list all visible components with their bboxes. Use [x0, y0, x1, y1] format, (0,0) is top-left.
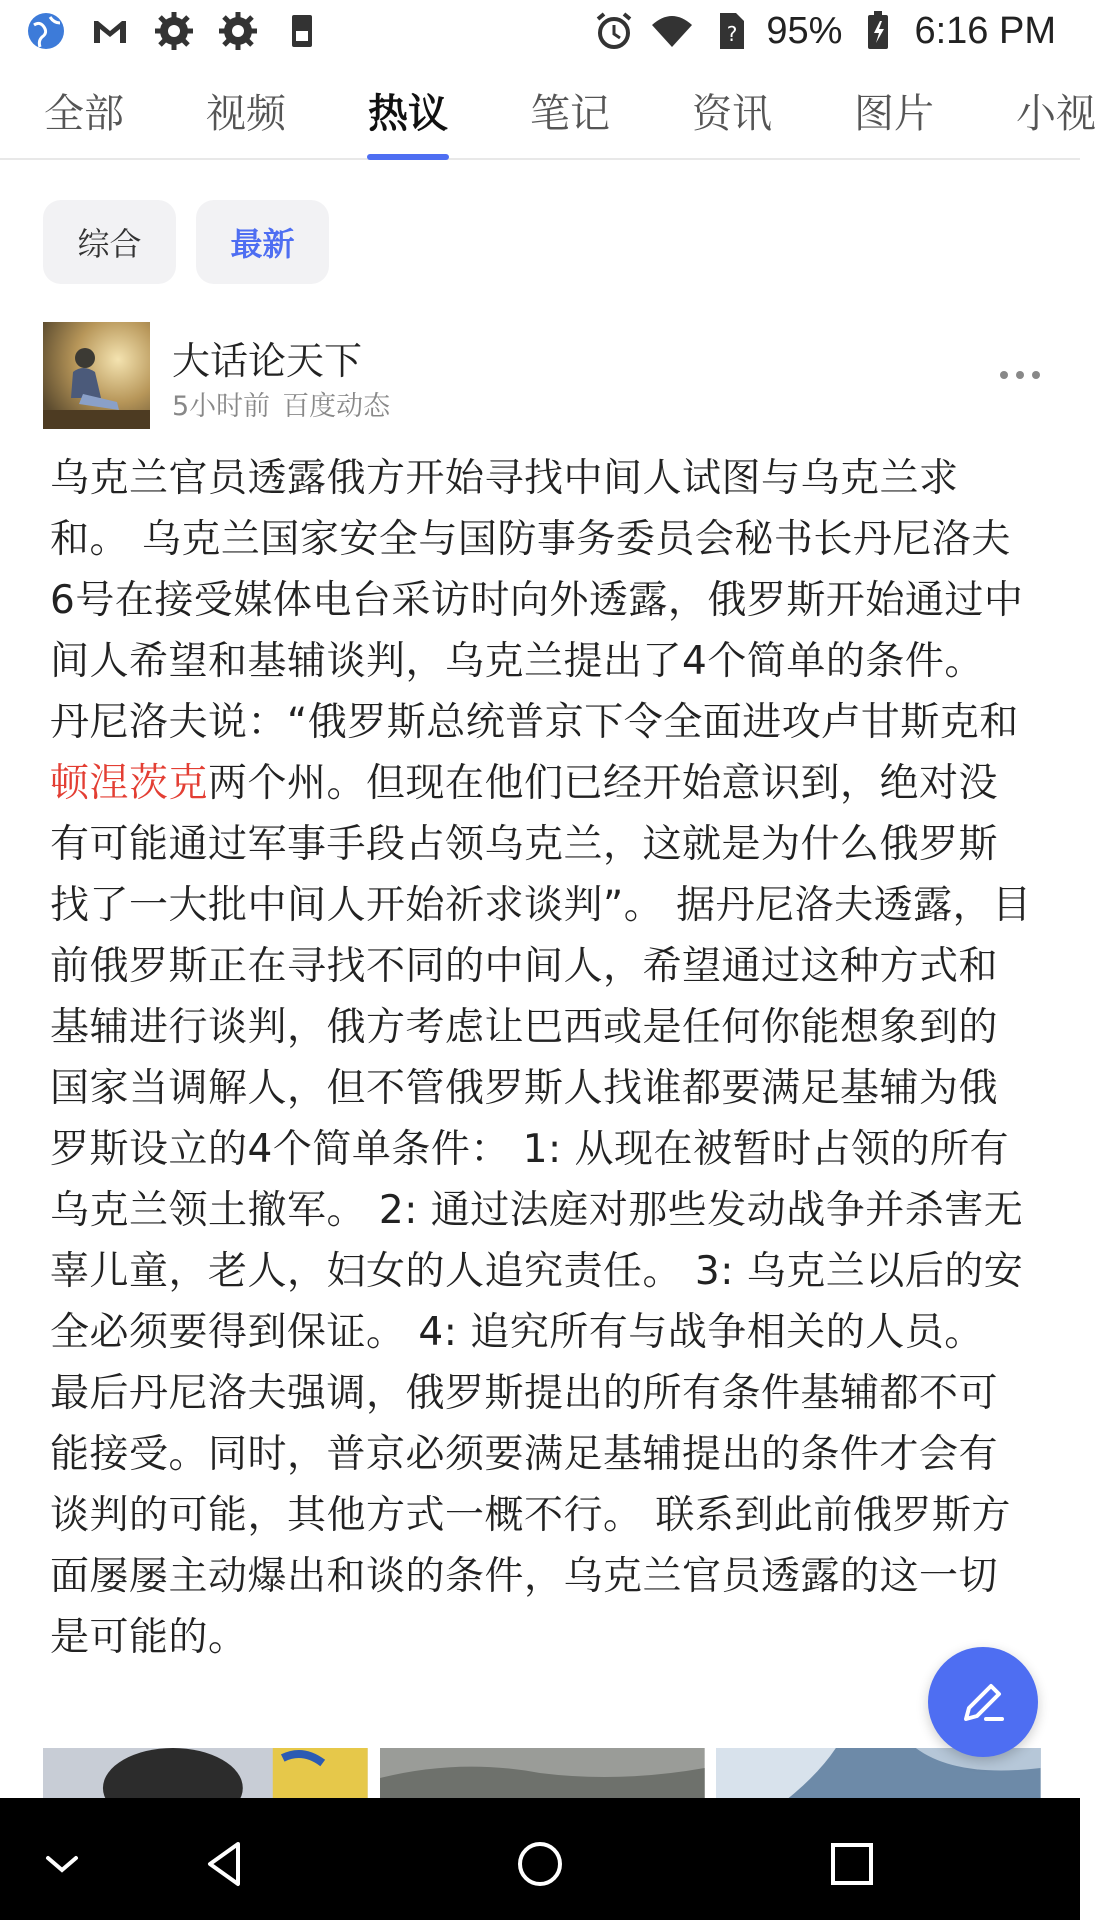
gmail-icon [88, 9, 132, 53]
compose-button[interactable] [928, 1647, 1038, 1757]
active-tab-indicator [367, 154, 449, 160]
tab-news[interactable]: 资讯 [692, 91, 772, 137]
status-bar [0, 0, 1080, 62]
dot-icon [1000, 371, 1008, 379]
post-image-strip [43, 1748, 1041, 1798]
tab-notes[interactable]: 笔记 [530, 91, 610, 137]
dot-icon [1032, 371, 1040, 379]
status-icons-right [592, 9, 1056, 53]
more-options-button[interactable] [1000, 360, 1040, 390]
svg-text:?: ? [727, 22, 738, 46]
highlight-link[interactable]: 顿涅茨克 [50, 761, 209, 806]
post-time: 5小时前 [172, 391, 271, 422]
back-icon[interactable] [196, 1834, 256, 1894]
navigation-bar [0, 1798, 1080, 1920]
filter-comprehensive[interactable]: 综合 [43, 200, 176, 284]
tab-video[interactable]: 视频 [206, 91, 286, 137]
alarm-icon [592, 9, 636, 53]
post-meta [172, 384, 390, 423]
post-body-text-continued: 两个州。但现在他们已经开始意识到，绝对没有可能通过军事手段占领乌克兰，这就是为什么俄罗斯找了一大批中间人开始祈求谈判”。 据丹尼洛夫透露，目前俄罗斯正在寻找不同的中间人，希望通过这种方式和基辅进行谈判，俄方考虑让巴西或是任何你能想象到的国家当调解人，但不管俄罗斯人找谁都要满足基辅为俄罗斯设立的4个简单条件： 1: 从现在被暂时占领的所有乌克兰领土撤军。 2: 通过法庭对那些发动战争并杀害无辜儿童，老人，妇女的人追究责任。 3: 乌克兰以后的安全必须要得到保证。 4: 追究所有与战争相关的人员。 最后丹尼洛夫强调，俄罗斯提出的所有条件基辅都不可能接受。同时，普京必须要满足基辅提出的条件才会有谈判的可能，其他方式一概不行。 联系到此前俄罗斯方面屡屡主动爆出和谈的条件，乌克兰官员透露的这一切是可能的。 [50, 761, 1032, 1660]
recents-icon[interactable] [822, 1834, 882, 1894]
gear-icon [152, 9, 196, 53]
author-name[interactable]: 大话论天下 [172, 339, 363, 383]
gear-icon [216, 9, 260, 53]
post-body [50, 448, 1035, 1668]
tab-short-video[interactable]: 小视 [1016, 91, 1096, 137]
category-tabs [0, 62, 1096, 160]
globe-icon [24, 9, 68, 53]
dot-icon [1016, 371, 1024, 379]
battery-percentage: 95% [766, 9, 843, 52]
pencil-icon [956, 1675, 1010, 1729]
clock: 6:16 PM [914, 9, 1056, 52]
battery-icon [856, 9, 900, 53]
chevron-down-icon[interactable] [32, 1834, 92, 1894]
post-body-text: 乌克兰官员透露俄方开始寻找中间人试图与乌克兰求和。 乌克兰国家安全与国防事务委员会秘书长丹尼洛夫6号在接受媒体电台采访时向外透露，俄罗斯开始通过中间人希望和基辅谈判，乌克兰提出了4个简单的条件。 丹尼洛夫说：“俄罗斯总统普京下令全面进攻卢甘斯克和 [50, 456, 1024, 745]
tab-all[interactable]: 全部 [44, 91, 124, 137]
sim-icon [280, 9, 324, 53]
home-icon[interactable] [510, 1834, 570, 1894]
wifi-icon [650, 9, 694, 53]
avatar[interactable] [43, 322, 150, 429]
status-icons-left [24, 9, 324, 53]
tab-hot-discussion[interactable]: 热议 [368, 91, 448, 137]
tab-images[interactable]: 图片 [854, 91, 934, 137]
post-source: 百度动态 [282, 391, 391, 422]
filter-latest[interactable]: 最新 [196, 200, 329, 284]
signal-icon [708, 9, 752, 53]
